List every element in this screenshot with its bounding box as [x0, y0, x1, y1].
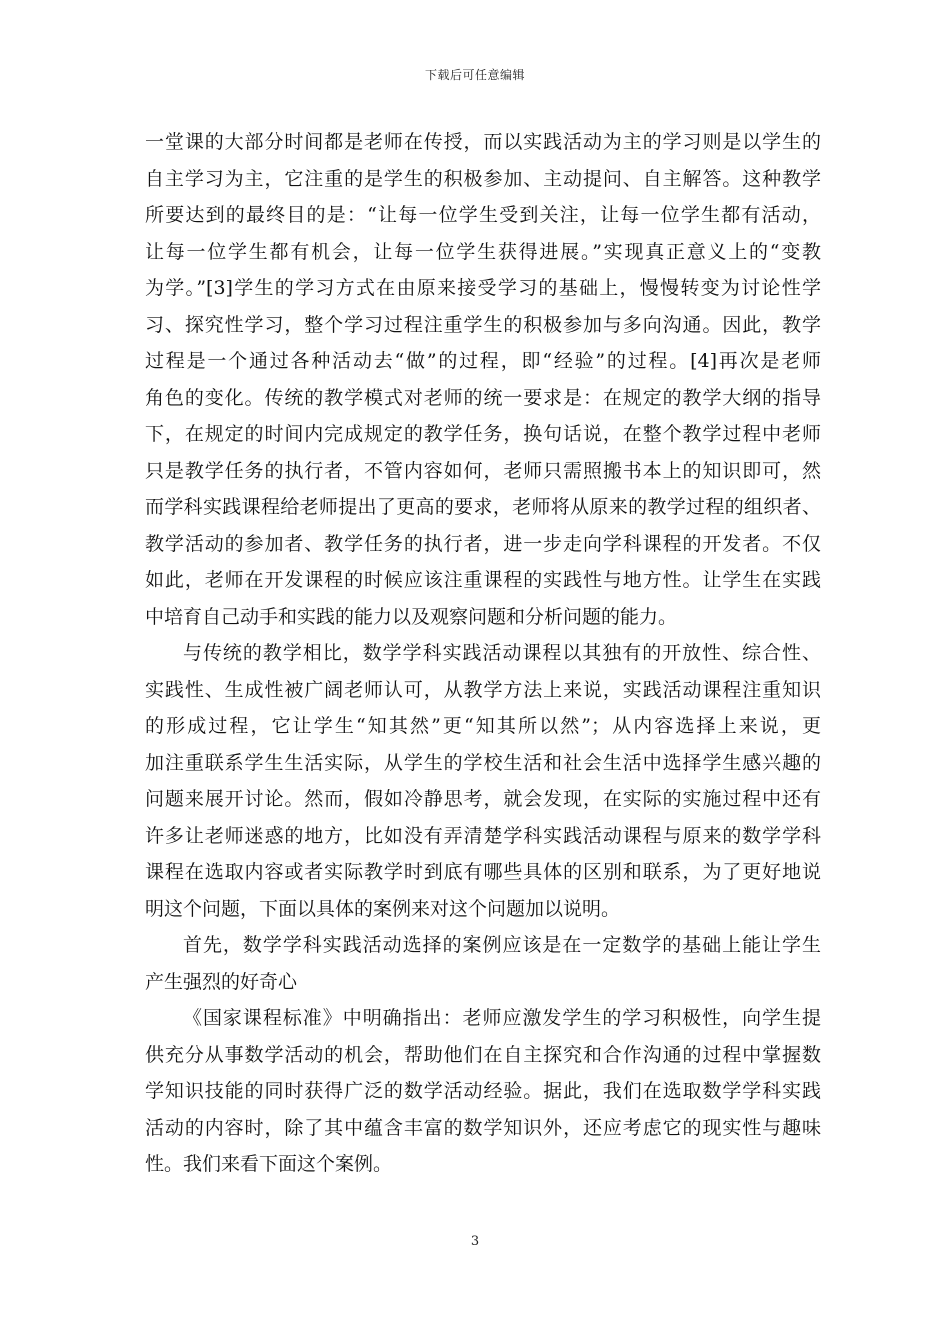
text-line: 问题来展开讨论。然而，假如冷静思考，就会发现，在实际的实施过程中还有 [145, 788, 821, 810]
section-heading-line: 产生强烈的好奇心 [145, 970, 298, 993]
text-line: 明这个问题，下面以具体的案例来对这个问题加以说明。 [145, 897, 621, 920]
text-line: 课程在选取内容或者实际教学时到底有哪些具体的区别和联系，为了更好地说 [145, 861, 821, 883]
text-line: 活动的内容时，除了其中蕴含丰富的数学知识外，还应考虑它的现实性与趣味 [145, 1116, 821, 1139]
text-line: 实践性、生成性被广阔老师认可，从教学方法上来说，实践活动课程注重知识 [145, 678, 821, 701]
text-line: 的形成过程，它让学生“知其然”更“知其所以然”；从内容选择上来说，更 [145, 715, 821, 737]
text-line: 习、探究性学习，整个学习过程注重学生的积极参加与多向沟通。因此，教学 [145, 313, 821, 336]
text-line: 只是教学任务的执行者，不管内容如何，老师只需照搬书本上的知识即可，然 [145, 459, 821, 482]
page-header: 下载后可任意编辑 [424, 68, 525, 82]
section-heading-line: 首先，数学学科实践活动选择的案例应该是在一定数学的基础上能让学生 [183, 934, 821, 956]
page-number: 3 [470, 1234, 480, 1249]
text-line: 而学科实践课程给老师提出了更高的要求，老师将从原来的教学过程的组织者、 [145, 496, 821, 518]
text-line: 加注重联系学生生活实际，从学生的学校生活和社会生活中选择学生感兴趣的 [145, 751, 821, 774]
text-line: 让每一位学生都有机会，让每一位学生获得进展。”实现真正意义上的“变教 [145, 240, 821, 263]
text-line: 自主学习为主，它注重的是学生的积极参加、主动提问、自主解答。这种教学 [145, 167, 821, 190]
text-line: 中培育自己动手和实践的能力以及观察问题和分析问题的能力。 [145, 605, 678, 628]
text-line: 角色的变化。传统的教学模式对老师的统一要求是：在规定的教学大纲的指导 [145, 386, 821, 409]
text-line: 供充分从事数学活动的机会，帮助他们在自主探究和合作沟通的过程中掌握数 [145, 1043, 821, 1066]
text-line: 下，在规定的时间内完成规定的教学任务，换句话说，在整个教学过程中老师 [145, 423, 821, 445]
body-text [145, 124, 821, 1183]
text-line: 为学。”[3]学生的学习方式在由原来接受学习的基础上，慢慢转变为讨论性学 [145, 277, 821, 299]
text-line: 一堂课的大部分时间都是老师在传授，而以实践活动为主的学习则是以学生的 [145, 131, 821, 153]
paragraph-first-line: 《国家课程标准》中明确指出：老师应激发学生的学习积极性，向学生提 [183, 1007, 821, 1029]
text-line: 学知识技能的同时获得广泛的数学活动经验。据此，我们在选取数学学科实践 [145, 1080, 821, 1102]
text-line: 过程是一个通过各种活动去“做”的过程，即“经验”的过程。[4]再次是老师 [145, 350, 821, 372]
text-line: 所要达到的最终目的是：“让每一位学生受到关注，让每一位学生都有活动， [145, 204, 821, 226]
paragraph-first-line: 与传统的教学相比，数学学科实践活动课程以其独有的开放性、综合性、 [183, 642, 821, 664]
text-line: 如此，老师在开发课程的时候应该注重课程的实践性与地方性。让学生在实践 [145, 569, 821, 591]
text-line: 性。我们来看下面这个案例。 [145, 1153, 393, 1175]
text-line: 许多让老师迷惑的地方，比如没有弄清楚学科实践活动课程与原来的数学学科 [145, 824, 821, 847]
text-line: 教学活动的参加者、教学任务的执行者，进一步走向学科课程的开发者。不仅 [145, 532, 821, 555]
